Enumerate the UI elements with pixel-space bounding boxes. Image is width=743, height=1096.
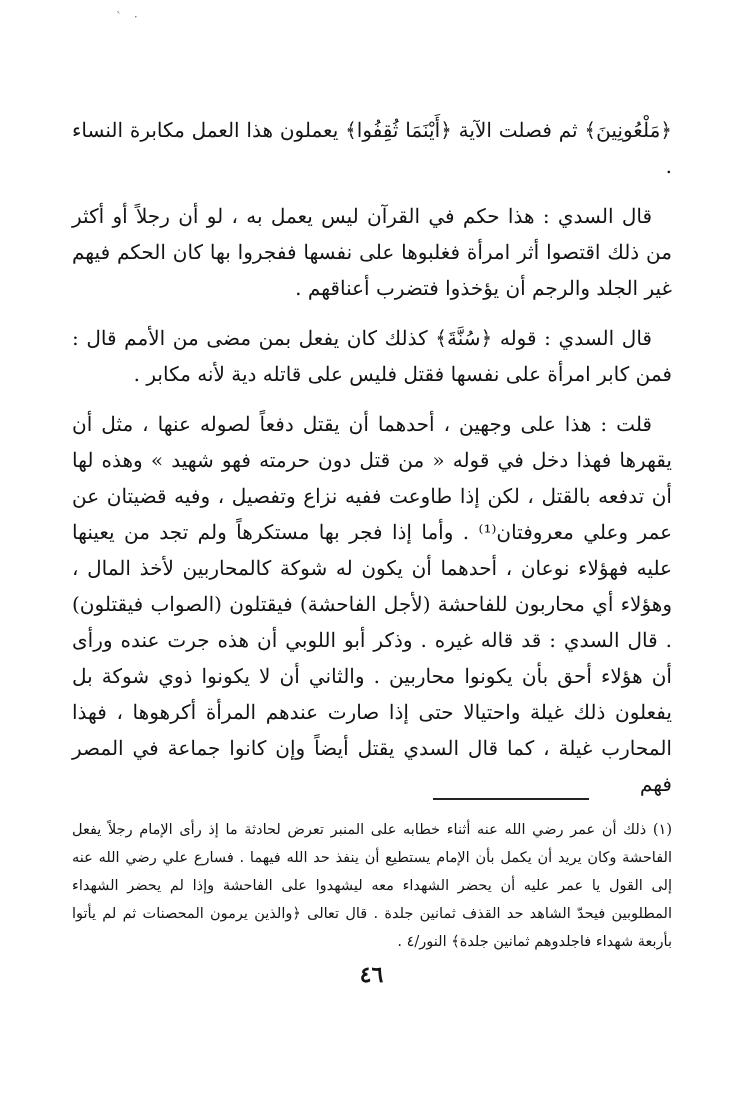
paragraph-4: قلت : هذا على وجهين ، أحدهما أن يقتل دفعاً لصوله عنها ، مثل أن يقهرها فهذا دخل في قوله « من قتل دون حرمته فهو شهيد » وهذه لها أن تدفعه بالقتل ، لكن إذا طاوعت ففيه نزاع وتفصيل ، وفيه قضيتان عن عمر وعلي معروفتان⁽¹⁾ . وأما إذا فجر بها مستكرهاً ولم تجد من يعينها عليه فهؤلاء نوعان ، أحدهما أن يكون له شوكة كالمحاربين لأخذ المال ، وهؤلاء أي محاربون للفاحشة (لأجل الفاحشة) فيقتلون (الصواب فيقتلون) . قال السدي : قد قاله غيره . وذكر أبو اللوبي أن هذه جرت عنده ورأى أن هؤلاء أحق بأن يكونوا محاربين . والثاني أن لا يكونوا ذوي شوكة بل يفعلون ذلك غيلة واحتيالا حتى إذا صارت عندهم المرأة أكرهوها ، فهذا المحارب غيلة ، كما قال السدي يقتل أيضاً وإن كانوا جماعة في المصر فهم <box>72 412 672 796</box>
paragraph-1: ﴿مَلْعُونِينَ﴾ ثم فصلت الآية ﴿أَيْنَمَا ثُقِفُوا﴾ يعملون هذا العمل مكابرة النساء . <box>72 118 672 178</box>
footnote-separator <box>433 798 589 800</box>
main-text <box>72 112 672 816</box>
footnote-text: (١) ذلك أن عمر رضي الله عنه أثناء خطابه على المنبر تعرض لحادثة ما إذ رأى الإمام رجلاً يفعل الفاحشة وكان يريد أن يكمل بأن الإمام يستطيع أن ينفذ حد الله فيهما . فسارع علي رضي الله عنه إلى القول يا عمر عليه أن يحضر الشهداء معه ليشهدوا على الفاحشة وإذا لم يحضر الشهداء المطلوبين فيحدّ الشاهد حد القذف ثمانين جلدة . قال تعالى ﴿والذين يرمون المحصنات ثم لم يأتوا بأربعة شهداء فاجلدوهم ثمانين جلدة﴾ النور/٤ . <box>72 822 672 950</box>
footnote <box>72 816 672 956</box>
paragraph-2: قال السدي : هذا حكم في القرآن ليس يعمل به ، لو أن رجلاً أو أكثر من ذلك اقتصوا أثر امرأة فغلبوها على نفسها ففجروا بها كان الحكم فيهم غير الجلد والرجم أن يؤخذوا فتضرب أعناقهم . <box>72 204 672 300</box>
paragraph-3: قال السدي : قوله ﴿سُنَّةَ﴾ كذلك كان يفعل بمن مضى من الأمم قال : فمن كابر امرأة على نفسها فقتل فليس على قاتله دية لأنه مكابر . <box>72 326 672 386</box>
scan-speck-mark: ` · <box>116 10 142 24</box>
page-number: ٤٦ <box>359 962 384 988</box>
